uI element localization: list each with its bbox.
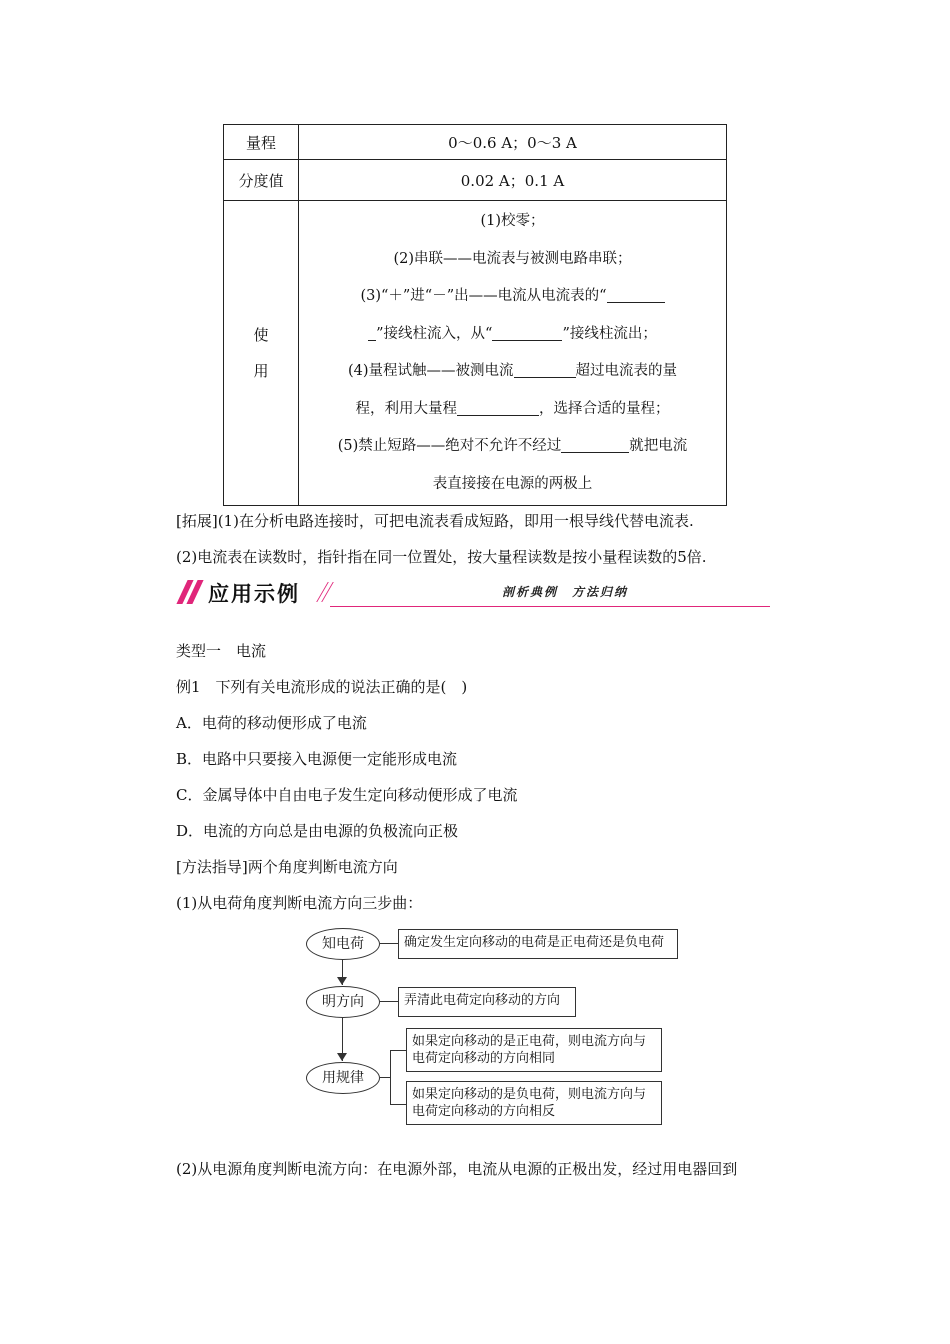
fill-blank-5[interactable] [561, 436, 629, 453]
use-line-6 [309, 391, 716, 429]
connector [380, 1077, 390, 1078]
use-line-5b: 超过电流表的量 [575, 363, 678, 379]
option-d: D．电流的方向总是由电源的负极流向正极 [176, 822, 459, 840]
fill-blank-4[interactable] [457, 399, 539, 416]
table-row [224, 125, 727, 160]
banner-thin-slash-icon [321, 582, 334, 602]
question-type: 类型一 电流 [176, 642, 267, 660]
use-label-char-1: 使 [253, 326, 269, 344]
division-label: 分度值 [224, 160, 299, 201]
use-line-6b: ，选择合适的量程； [539, 400, 670, 417]
fill-blank-3[interactable] [514, 361, 576, 378]
flow-desc-1: 确定发生定向移动的电荷是正电荷还是负电荷 [398, 929, 678, 959]
section-banner [176, 576, 629, 610]
option-b: B．电路中只要接入电源便一定能形成电流 [176, 750, 458, 768]
use-line-6a: 程，利用大量程 [355, 400, 457, 417]
section-subtitle: 剖析典例 方法归纳 [502, 585, 629, 599]
method-heading: [方法指导]两个角度判断电流方向 [176, 858, 398, 876]
connector [390, 1050, 406, 1051]
question-stem: 例1 下列有关电流形成的说法正确的是( ) [176, 678, 468, 696]
range-value: 0～0.6 A；0～3 A [299, 125, 727, 160]
division-value: 0.02 A；0.1 A [299, 160, 727, 201]
use-line-5a: (4)量程试触——被测电流 [347, 363, 514, 379]
flow-node-direction: 明方向 [306, 986, 380, 1018]
flow-diagram [300, 925, 690, 1130]
use-instructions [299, 201, 727, 506]
use-line-7a: (5)禁止短路——绝对不允许不经过 [337, 438, 562, 454]
flow-node-know-charge: 知电荷 [306, 928, 380, 960]
option-c: C．金属导体中自由电子发生定向移动便形成了电流 [176, 786, 518, 804]
ammeter-spec-table [223, 124, 727, 506]
arrow-down-icon [337, 1053, 347, 1061]
use-line-4a: ”接线柱流入，从“ [376, 325, 493, 342]
connector [380, 1001, 398, 1002]
extension-line-2: (2)电流表在读数时，指针指在同一位置处，按大量程读数是按小量程读数的5倍. [176, 548, 707, 566]
flow-desc-3a: 如果定向移动的是正电荷，则电流方向与电荷定向移动的方向相同 [406, 1028, 662, 1072]
flow-desc-2: 弄清此电荷定向移动的方向 [398, 987, 576, 1017]
connector [390, 1104, 406, 1105]
use-label [224, 201, 299, 506]
fill-blank-1-tail[interactable] [368, 324, 376, 341]
table-row [224, 201, 727, 506]
fill-blank-1[interactable] [607, 286, 665, 303]
table-row [224, 160, 727, 201]
use-line-3-text: (3)“＋”进“－”出——电流从电流表的“ [360, 288, 607, 304]
footer-line: (2)从电源角度判断电流方向：在电源外部，电流从电源的正极出发，经过用电器回到 [176, 1160, 738, 1178]
use-line-7b: 就把电流 [629, 438, 688, 454]
step-intro: (1)从电荷角度判断电流方向三步曲： [176, 894, 423, 912]
use-line-8: 表直接接在电源的两极上 [432, 475, 593, 492]
arrow-down-icon [337, 977, 347, 985]
bracket [390, 1050, 391, 1104]
extension-line-1: [拓展](1)在分析电路连接时，可把电流表看成短路，即用一根导线代替电流表. [176, 512, 694, 530]
fill-blank-2[interactable] [492, 324, 562, 341]
flow-desc-3b: 如果定向移动的是负电荷，则电流方向与电荷定向移动的方向相反 [406, 1081, 662, 1125]
section-title: 应用示例 [208, 582, 300, 606]
banner-rule [330, 606, 770, 607]
use-line-4b: ”接线柱流出； [562, 325, 657, 342]
use-line-7 [309, 428, 716, 466]
option-a: A．电荷的移动便形成了电流 [176, 714, 367, 732]
use-line-4 [309, 316, 716, 354]
use-line-1: (1)校零； [480, 213, 545, 229]
flow-node-apply-rule: 用规律 [306, 1062, 380, 1094]
use-line-5 [309, 353, 716, 391]
use-line-2: (2)串联——电流表与被测电路串联； [393, 250, 632, 267]
connector [380, 943, 398, 944]
use-line-3 [309, 278, 716, 316]
range-label: 量程 [224, 125, 299, 160]
use-label-char-2: 用 [253, 362, 269, 380]
